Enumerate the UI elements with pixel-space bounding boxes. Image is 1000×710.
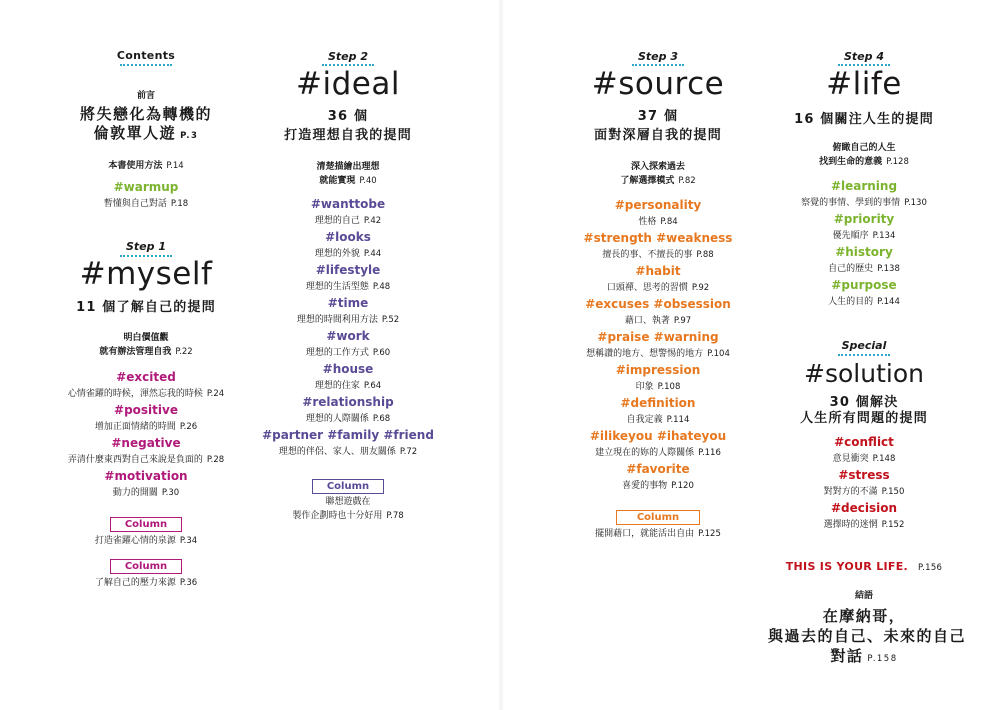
warmup-desc: 暫懂與自己對話 P.18 (103, 199, 189, 209)
toc-tag[interactable]: #history (835, 245, 893, 259)
toc-desc: 擅長的事、不擅長的事 P.88 (602, 250, 714, 260)
column-box-wrap (48, 512, 244, 532)
column-box-wrap (48, 554, 244, 574)
column-badge[interactable]: Column (110, 559, 182, 574)
howto-entry[interactable]: 本書使用方法 P.14 (108, 161, 184, 171)
step1-title: #myself (79, 256, 213, 292)
column-badge[interactable]: Column (110, 517, 182, 532)
column-box-wrap (560, 505, 756, 525)
column-badge[interactable]: Column (616, 510, 700, 525)
contents-heading: Contents (116, 49, 176, 62)
step3-intro-line2: 了解選擇模式 P.82 (620, 176, 696, 186)
step3-sub-line2: 面對深層自我的提問 (594, 128, 722, 143)
step3-intro-line1: 深入探索過去 (630, 162, 685, 172)
this-is-your-life-line[interactable]: THIS IS YOUR LIFE. P.156 (785, 560, 943, 573)
toc-tag[interactable]: #wanttobe (310, 197, 386, 211)
toc-tag[interactable]: #lifestyle (315, 263, 381, 277)
toc-desc: 性格 P.84 (638, 217, 678, 227)
toc-tag[interactable]: #excuses #obsession (585, 297, 731, 311)
step3-label: Step 3 (638, 50, 678, 63)
toc-desc: 想稱讚的地方、想警惕的地方 P.104 (586, 349, 730, 359)
column-box-wrap (262, 474, 434, 494)
toc-desc: 喜愛的事物 P.120 (622, 481, 694, 491)
column-desc-line1: 聯想遊戲在 (325, 497, 371, 507)
toc-tag[interactable]: #personality (614, 198, 702, 212)
toc-tag[interactable]: #impression (615, 363, 701, 377)
toc-desc: 藉口、執著 P.97 (624, 316, 692, 326)
column-desc: 擺開藉口，就能活出自由 P.125 (595, 529, 721, 539)
toc-desc: 理想的人際關係 P.68 (305, 414, 391, 424)
toc-desc: 理想的工作方式 P.60 (305, 348, 391, 358)
toc-tag[interactable]: #excited (116, 370, 176, 384)
toc-tag[interactable]: #priority (833, 212, 895, 226)
epilogue-line2: 與過去的自己、未來的自己 (768, 627, 967, 645)
toc-tag[interactable]: #purpose (831, 278, 897, 292)
step4-title: #life (826, 66, 902, 102)
column-badge[interactable]: Column (312, 479, 384, 494)
toc-tag[interactable]: #conflict (834, 435, 894, 449)
toc-tag[interactable]: #relationship (302, 395, 394, 409)
special-title: #solution (804, 359, 924, 388)
preface-label: 前言 (136, 91, 155, 101)
toc-desc: 理想的自己 P.42 (314, 216, 382, 226)
step4-intro-line2: 找到生命的意義 P.128 (819, 157, 909, 167)
warmup-tag[interactable]: #warmup (113, 180, 179, 194)
column-desc: 打造雀躍心情的泉源 P.34 (94, 536, 198, 546)
toc-desc: 對對方的不滿 P.150 (823, 487, 905, 497)
step4-intro-line1: 俯瞰自己的人生 (832, 143, 896, 153)
step1-intro-line1: 明白價值觀 (123, 333, 169, 343)
toc-desc: 心情雀躍的時候，渾然忘我的時候 P.24 (67, 389, 225, 399)
toc-desc: 理想的時間利用方法 P.52 (296, 315, 400, 325)
toc-desc: 意見衝突 P.148 (832, 454, 896, 464)
step1-intro-line2: 就有辦法管理自我 P.22 (99, 347, 193, 357)
toc-desc: 自我定義 P.114 (626, 415, 690, 425)
step3-sub-line1: 37 個 (637, 109, 679, 124)
toc-tag[interactable]: #time (327, 296, 369, 310)
step2-label: Step 2 (328, 50, 368, 63)
epilogue-line3: 對話 P.158 (830, 647, 898, 665)
toc-tag[interactable]: #negative (111, 436, 181, 450)
step2-sub-line1: 36 個 (327, 109, 369, 124)
toc-desc: 建立現在的妳的人際關係 P.116 (595, 448, 721, 458)
toc-desc: 選擇時的迷惘 P.152 (823, 520, 905, 530)
toc-tag[interactable]: #strength #weakness (583, 231, 733, 245)
toc-tag[interactable]: #definition (620, 396, 696, 410)
epilogue-label: 結語 (854, 591, 873, 601)
toc-tag[interactable]: #habit (635, 264, 681, 278)
step4-label: Step 4 (844, 50, 884, 63)
toc-tag[interactable]: #house (322, 362, 374, 376)
toc-tag[interactable]: #praise #warning (597, 330, 719, 344)
toc-tag[interactable]: #decision (830, 501, 898, 515)
toc-desc: 優先順序 P.134 (832, 231, 896, 241)
toc-desc: 理想的住家 P.64 (314, 381, 382, 391)
special-sub-line2: 人生所有問題的提問 (800, 411, 928, 426)
toc-tag[interactable]: #looks (325, 230, 371, 244)
toc-tag[interactable]: #positive (114, 403, 178, 417)
dotted-divider (838, 354, 890, 356)
toc-desc: 口頭禪、思考的習慣 P.92 (606, 283, 710, 293)
page-gutter (498, 0, 504, 710)
toc-desc: 動力的開關 P.30 (112, 488, 180, 498)
preface-title-line2: 倫敦單人遊 P.3 (93, 124, 199, 142)
column-desc-line2: 製作企劃時也十分好用 P.78 (292, 511, 404, 521)
toc-tag[interactable]: #partner #family #friend (262, 428, 434, 442)
toc-desc: 印象 P.108 (635, 382, 681, 392)
step1-label: Step 1 (126, 240, 166, 253)
step1-subtitle: 11 個了解自己的提問 (76, 300, 216, 315)
step2-intro-line2: 就能實現 P.40 (319, 176, 377, 186)
toc-tag[interactable]: #ilikeyou #ihateyou (589, 429, 727, 443)
toc-desc: 理想的生活型態 P.48 (305, 282, 391, 292)
step4-subtitle: 16 個關注人生的提問 (794, 112, 934, 127)
toc-desc: 理想的外貌 P.44 (314, 249, 382, 259)
step3-title: #source (591, 66, 725, 102)
toc-desc: 察覺的事情、學到的事情 P.130 (801, 198, 927, 208)
step2-title: #ideal (296, 66, 400, 102)
dotted-divider (120, 64, 172, 66)
toc-desc: 自己的歷史 P.138 (828, 264, 900, 274)
toc-desc: 弄清什麼東西對自己來說是負面的 P.28 (67, 455, 225, 465)
special-label: Special (841, 339, 887, 352)
step2-sub-line2: 打造理想自我的提問 (284, 128, 412, 143)
column-desc: 了解自己的壓力來源 P.36 (94, 578, 198, 588)
special-sub-line1: 30 個解決 (829, 395, 899, 410)
toc-tag[interactable]: #work (326, 329, 370, 343)
epilogue-line1: 在摩納哥， (822, 607, 906, 625)
toc-desc: 理想的伴侶、家人、朋友關係 P.72 (278, 447, 418, 457)
preface-title-line1: 將失戀化為轉機的 (79, 105, 212, 123)
toc-tag[interactable]: #stress (838, 468, 890, 482)
toc-desc: 人生的目的 P.144 (828, 297, 900, 307)
toc-tag[interactable]: #learning (830, 179, 898, 193)
toc-tag[interactable]: #favorite (626, 462, 690, 476)
step2-intro-line1: 清楚描繪出理想 (316, 162, 380, 172)
toc-tag[interactable]: #motivation (104, 469, 188, 483)
toc-desc: 增加正面情緒的時間 P.26 (94, 422, 198, 432)
